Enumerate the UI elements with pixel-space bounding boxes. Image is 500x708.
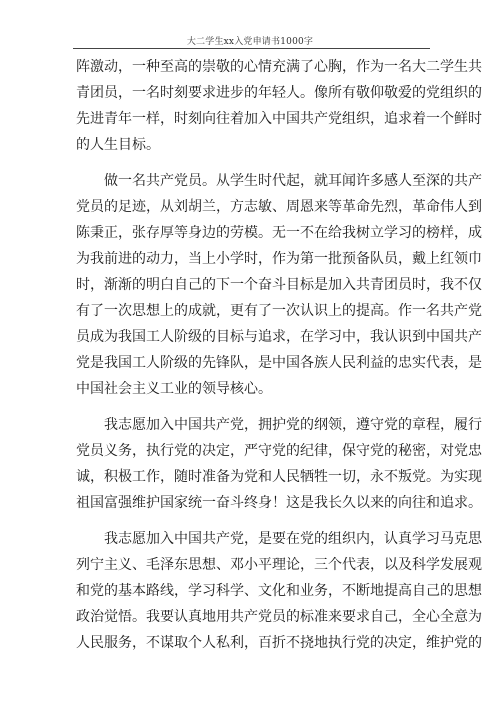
- paragraph-1: [76, 54, 482, 158]
- paragraph-2: [76, 168, 482, 402]
- text-line: 做一名共产党员。从学生时代起，就耳闻许多感人至深的共产: [76, 173, 482, 189]
- header-divider: [73, 48, 430, 49]
- text-line: 时，渐渐的明白自己的下一个奋斗目标是加入共青团员时，我不仅: [76, 277, 482, 293]
- text-line: 员成为我国工人阶级的目标与追求，在学习中，我认识到中国共产: [76, 329, 482, 345]
- text-line: 我志愿加入中国共产党，是要在党的组织内，认真学习马克思: [76, 531, 482, 547]
- text-line: 先进青年一样，时刻向往着加入中国共产党组织，追求着一个鲜时: [76, 111, 482, 127]
- text-line: 政治觉悟。我要认真地用共产党员的标准来要求自己，全心全意为: [76, 609, 482, 625]
- document-body: [76, 54, 482, 656]
- text-line: 的人生目标。: [76, 137, 160, 153]
- text-line: 祖国富强维护国家统一奋斗终身！这是我长久以来的向往和追求。: [76, 495, 482, 511]
- paragraph-4: [76, 526, 482, 656]
- paragraph-spacer: [76, 402, 428, 412]
- text-line: 阵激动，一种至高的崇敬的心情充满了心胸，作为一名大二学生共: [76, 59, 482, 75]
- page-header-title: 大二学生xx入党申请书1000字: [186, 37, 314, 47]
- text-line: 党是我国工人阶级的先锋队，是中国各族人民利益的忠实代表，是: [76, 355, 482, 371]
- text-line: 列宁主义、毛泽东思想、邓小平理论，三个代表，以及科学发展观: [76, 557, 482, 573]
- text-line: 有了一次思想上的成就，更有了一次认识上的提高。作一名共产党: [76, 303, 482, 319]
- paragraph-spacer: [76, 516, 428, 526]
- text-line: 我志愿加入中国共产党，拥护党的纲领，遵守党的章程，履行: [76, 417, 482, 433]
- text-line: 诚，积极工作，随时准备为党和人民牺牲一切，永不叛党。为实现: [76, 469, 482, 485]
- text-line: 党员义务，执行党的决定，严守党的纪律，保守党的秘密，对党忠: [76, 443, 482, 459]
- text-line: 和党的基本路线，学习科学、文化和业务，不断地提高自己的思想: [76, 583, 482, 599]
- text-line: 青团员，一名时刻要求进步的年轻人。像所有敬仰敬爱的党组织的: [76, 85, 482, 101]
- paragraph-spacer: [76, 158, 428, 168]
- paragraph-3: [76, 412, 482, 516]
- text-line: 中国社会主义工业的领导核心。: [76, 381, 272, 397]
- text-line: 人民服务，不谋取个人私利，百折不挠地执行党的决定，维护党的: [76, 635, 482, 651]
- text-line: 党员的足迹，从刘胡兰，方志敏、周恩来等革命先烈，革命伟人到: [76, 199, 482, 215]
- text-line: 为我前进的动力，当上小学时，作为第一批预备队员，戴上红领巾: [76, 251, 482, 267]
- text-line: 陈秉正，张存厚等身边的劳模。无一不在给我树立学习的榜样，成: [76, 225, 482, 241]
